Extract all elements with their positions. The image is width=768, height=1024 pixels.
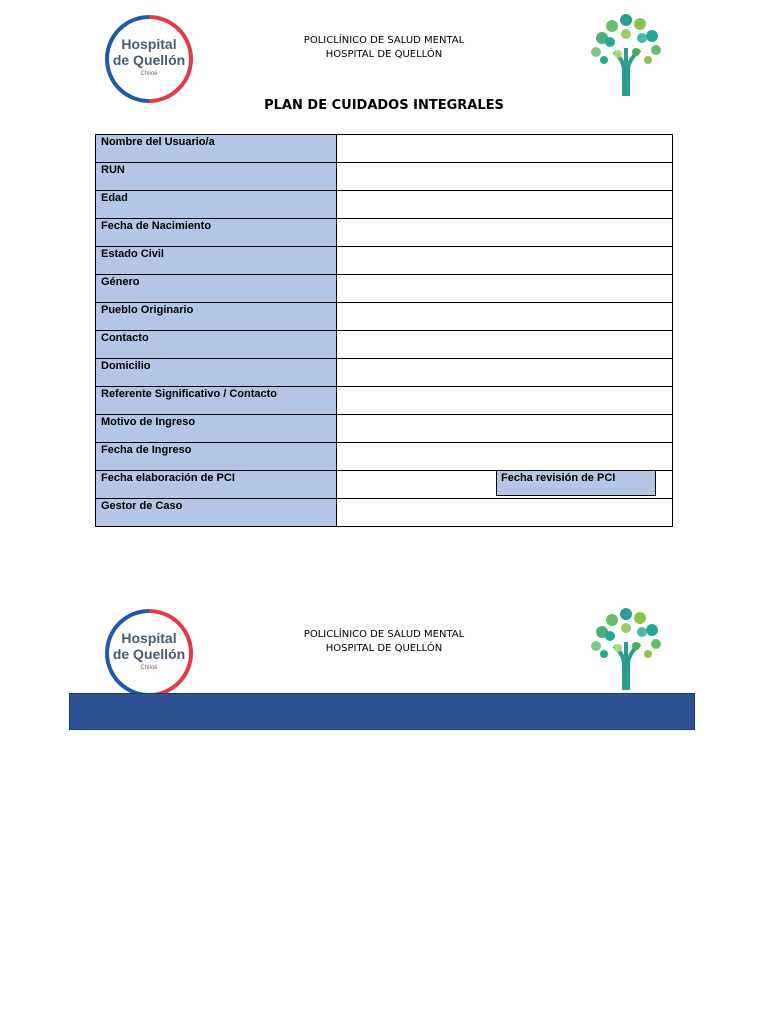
page-header xyxy=(234,34,534,62)
form-row xyxy=(96,247,673,275)
section-banner xyxy=(69,693,695,730)
tree-of-hands-icon xyxy=(582,8,672,98)
form-value-field[interactable] xyxy=(337,219,673,247)
form-value-field[interactable] xyxy=(337,303,673,331)
tree-of-hands-icon xyxy=(582,602,672,692)
form-label: Género xyxy=(96,275,337,303)
form-label: Contacto xyxy=(96,331,337,359)
form-value-field[interactable] xyxy=(337,275,673,303)
form-value-field[interactable] xyxy=(337,387,673,415)
form-row xyxy=(96,303,673,331)
form-label: Referente Significativo / Contacto xyxy=(96,387,337,415)
form-value-field[interactable] xyxy=(337,359,673,387)
form-value-field[interactable] xyxy=(337,247,673,275)
form-row xyxy=(96,387,673,415)
header-line2: HOSPITAL DE QUELLÓN xyxy=(325,643,443,654)
form-label: Nombre del Usuario/a xyxy=(96,135,337,163)
form-row xyxy=(96,191,673,219)
logo-line2: de Quellón xyxy=(112,646,186,662)
form-row xyxy=(96,275,673,303)
form-row xyxy=(96,415,673,443)
gestor-field[interactable] xyxy=(337,499,673,527)
form-row xyxy=(96,331,673,359)
page2-header xyxy=(234,628,534,656)
form-label: Edad xyxy=(96,191,337,219)
form-value-field[interactable] xyxy=(337,331,673,359)
form-value-field[interactable] xyxy=(337,443,673,471)
form-label: Domicilio xyxy=(96,359,337,387)
form-label: Fecha de Nacimiento xyxy=(96,219,337,247)
header-line1: POLICLÍNICO DE SALUD MENTAL xyxy=(303,629,465,640)
patient-info-form xyxy=(95,134,673,527)
header-line2: HOSPITAL DE QUELLÓN xyxy=(325,49,443,60)
form-row-pci xyxy=(96,471,673,499)
pci-split xyxy=(337,471,672,497)
form-row xyxy=(96,219,673,247)
form-label: RUN xyxy=(96,163,337,191)
pci-elaboracion-field[interactable] xyxy=(337,471,496,497)
form-label: Pueblo Originario xyxy=(96,303,337,331)
form-value-field[interactable] xyxy=(337,135,673,163)
form-value-field[interactable] xyxy=(337,163,673,191)
form-row xyxy=(96,443,673,471)
form-label-pci-revision: Fecha revisión de PCI xyxy=(496,470,656,496)
form-label-pci-elaboracion: Fecha elaboración de PCI xyxy=(96,471,337,499)
document-title: PLAN DE CUIDADOS INTEGRALES xyxy=(264,98,504,113)
form-row xyxy=(96,163,673,191)
logo-line1: Hospital xyxy=(121,630,177,646)
form-label: Fecha de Ingreso xyxy=(96,443,337,471)
form-value-field[interactable] xyxy=(337,415,673,443)
form-value-pci xyxy=(337,471,673,499)
form-row xyxy=(96,359,673,387)
form-row xyxy=(96,135,673,163)
form-value-field[interactable] xyxy=(337,191,673,219)
hospital-logo xyxy=(104,14,194,104)
logo-line2: de Quellón xyxy=(112,52,186,68)
form-body xyxy=(96,135,673,527)
form-label: Estado Civil xyxy=(96,247,337,275)
form-label-gestor: Gestor de Caso xyxy=(96,499,337,527)
form-row-gestor xyxy=(96,499,673,527)
logo-line1: Hospital xyxy=(121,36,177,52)
form-label: Motivo de Ingreso xyxy=(96,415,337,443)
header-line1: POLICLÍNICO DE SALUD MENTAL xyxy=(303,35,465,46)
logo-line3: Chiloé xyxy=(140,665,158,671)
pci-revision-field[interactable] xyxy=(656,471,682,497)
hospital-logo-page2 xyxy=(104,608,194,698)
logo-line3: Chiloé xyxy=(140,71,158,77)
